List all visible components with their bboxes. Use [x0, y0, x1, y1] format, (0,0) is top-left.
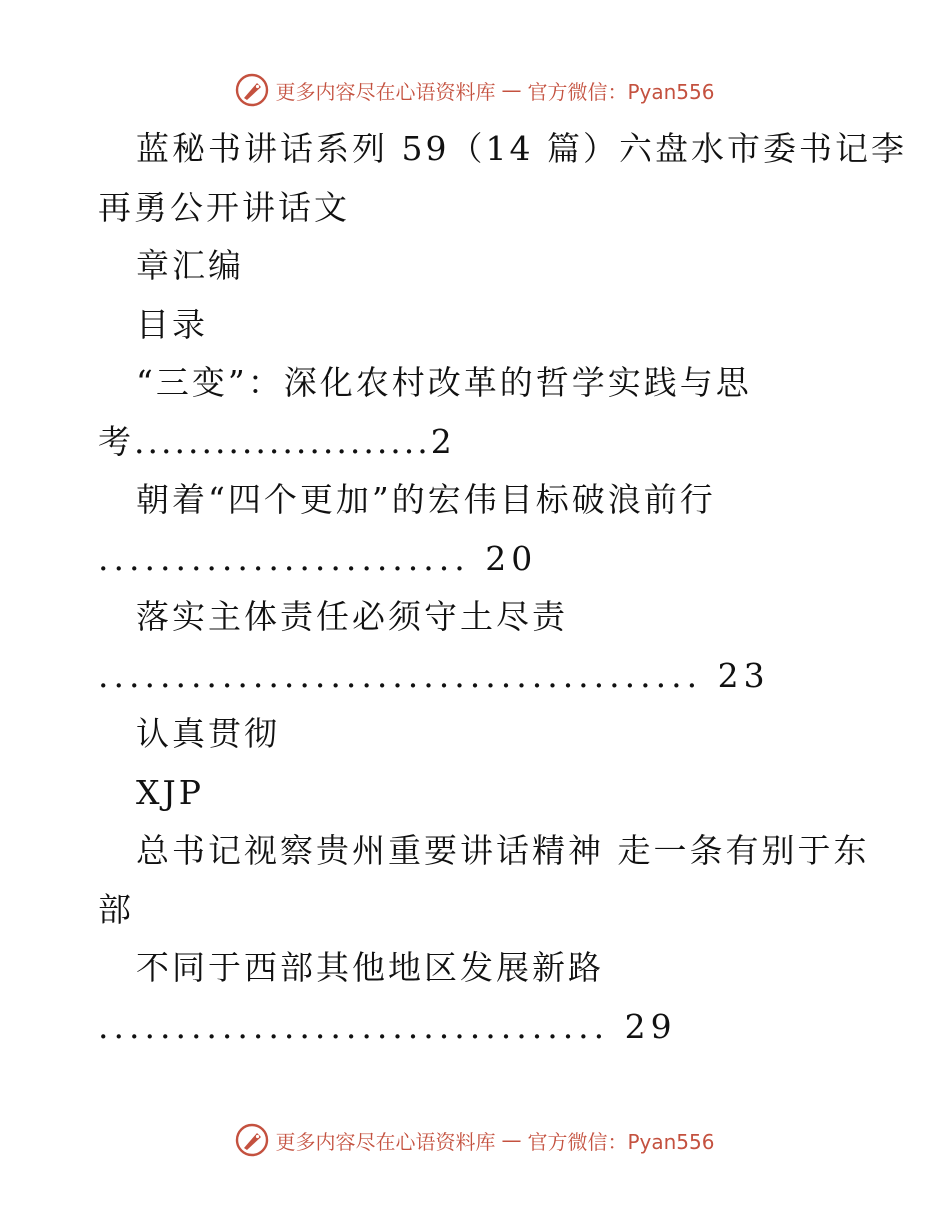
- toc-item-3-leader: ....................................... 23: [98, 655, 770, 695]
- title-line-1: 蓝秘书讲话系列 59（14 篇）六盘水市委书记李: [136, 129, 907, 168]
- toc-heading: 目录: [136, 304, 208, 344]
- toc-item-4-title-d: 部: [98, 889, 134, 929]
- toc-item-4-title-e: 不同于西部其他地区发展新路: [136, 948, 604, 987]
- banner-wechat: 官方微信：Pyan556: [527, 1129, 715, 1154]
- toc-item-4-leader: ................................. 29: [98, 1006, 677, 1046]
- pen-nib-logo-icon: [235, 1123, 269, 1157]
- toc-item-3-title: 落实主体责任必须守土尽责: [136, 597, 568, 636]
- banner-separator: —: [501, 1128, 522, 1152]
- title-line-3: 章汇编: [136, 246, 244, 285]
- pen-nib-logo-icon: [235, 73, 269, 107]
- toc-item-2-title: 朝着“四个更加”的宏伟目标破浪前行: [136, 480, 716, 519]
- toc-item-4-title-b: XJP: [136, 772, 204, 812]
- banner-wechat: 官方微信：Pyan556: [527, 79, 715, 104]
- toc-item-1-leader: 考......................2: [98, 421, 455, 461]
- toc-item-4-title-c: 总书记视察贵州重要讲话精神 走一条有别于东: [136, 831, 870, 870]
- toc-item-4-title-a: 认真贯彻: [136, 714, 280, 753]
- header-banner: [0, 70, 950, 110]
- footer-banner: [0, 1120, 950, 1160]
- toc-item-2-leader: ........................ 20: [98, 538, 538, 578]
- toc-item-1-title: “三变”：深化农村改革的哲学实践与思: [136, 363, 752, 402]
- banner-text: 更多内容尽在心语资料库: [275, 1129, 496, 1154]
- document-body: [98, 120, 907, 1056]
- title-line-2: 再勇公开讲话文: [98, 187, 350, 227]
- banner-text: 更多内容尽在心语资料库: [275, 79, 496, 104]
- banner-separator: —: [501, 78, 522, 102]
